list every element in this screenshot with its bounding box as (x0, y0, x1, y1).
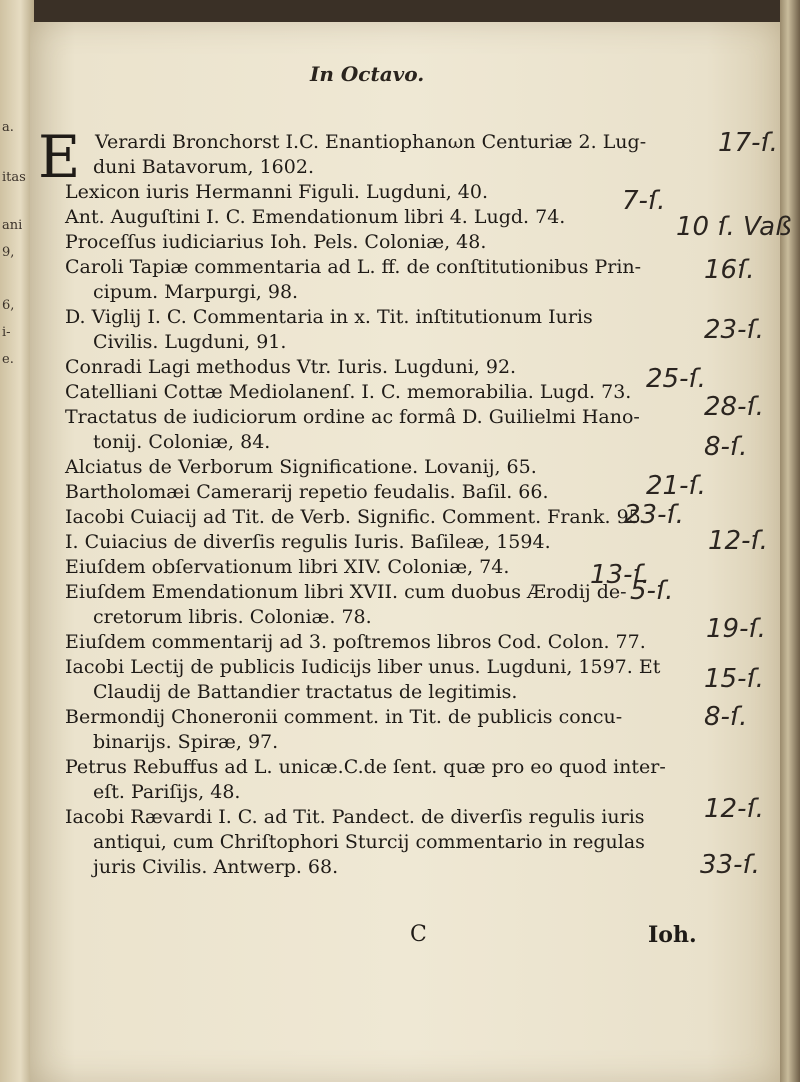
entry-continuation: juris Civilis. Antwerp. 68. (93, 856, 339, 878)
left-page-edge (0, 0, 34, 1082)
catalog-entry (65, 630, 705, 655)
handwritten-price: 12-ſ. (708, 526, 768, 556)
catalog-entry (65, 505, 705, 530)
left-margin-fragment: itas (2, 170, 26, 185)
handwritten-price: 7-ſ. (622, 186, 666, 216)
catalog-entry (65, 255, 705, 305)
handwritten-price: 8-ſ. (704, 702, 748, 732)
catalog-entry (65, 705, 705, 755)
left-margin-fragment: a. (2, 120, 14, 135)
catalog-entry (65, 380, 705, 405)
left-margin-fragment: ani (2, 218, 23, 233)
entry-continuation: tonij. Coloniæ, 84. (93, 431, 271, 453)
entry-line: Iacobi Lectij de publicis Iudicijs liber unus. Lugduni, 1597. Et (65, 656, 661, 678)
entry-continuation: duni Batavorum, 1602. (93, 156, 314, 178)
entry-continuation: antiqui, cum Chriſtophori Sturcij commentario in regulas (93, 831, 645, 853)
entry-continuation: Claudij de Battandier tractatus de legitimis. (93, 681, 518, 703)
entry-continuation: cretorum libris. Coloniæ. 78. (93, 606, 372, 628)
handwritten-price: 8-ſ. (704, 432, 748, 462)
entry-line: Eiuſdem commentarij ad 3. poſtremos libros Cod. Colon. 77. (65, 631, 646, 653)
left-margin-fragment: 6, (2, 298, 15, 313)
catalog-entry (65, 405, 705, 455)
catalog-entry-list (65, 130, 705, 880)
entry-continuation: Civilis. Lugduni, 91. (93, 331, 287, 353)
left-margin-fragment: i- (2, 325, 11, 340)
catalog-entry (65, 755, 705, 805)
entry-line: Proceſſus iudiciarius Ioh. Pels. Coloniæ, 48. (65, 231, 487, 253)
entry-line: Bartholomæi Camerarij repetio feudalis. Baſil. 66. (65, 481, 549, 503)
entry-line: Tractatus de iudiciorum ordine ac formâ D. Guilielmi Hano- (65, 406, 640, 428)
entry-line: Iacobi Cuiacij ad Tit. de Verb. Signific. Comment. Frank. 95. (65, 506, 647, 528)
catalog-entry (65, 230, 705, 255)
entry-line: Petrus Rebuffus ad L. unicæ.C.de ſent. quæ pro eo quod inter- (65, 756, 666, 778)
entry-line: Conradi Lagi methodus Vtr. Iuris. Lugduni, 92. (65, 356, 517, 378)
handwritten-price: 13-ſ. (590, 560, 650, 590)
handwritten-price: 15-ſ. (704, 664, 764, 694)
catalog-entry (65, 455, 705, 480)
page-header: In Octavo. (310, 62, 425, 86)
entry-line: Eiuſdem obſervationum libri XIV. Coloniæ, 74. (65, 556, 510, 578)
handwritten-price: 23-ſ. (704, 315, 764, 345)
entry-line: Bermondij Choneronii comment. in Tit. de publicis concu- (65, 706, 623, 728)
catalog-entry (65, 480, 705, 505)
catalog-entry (65, 205, 705, 230)
catalog-entry (65, 655, 705, 705)
catalog-entry (65, 305, 705, 355)
handwritten-price: 16ſ. (704, 255, 755, 285)
catchword: Ioh. (648, 922, 697, 948)
catalog-entry (65, 805, 705, 880)
handwritten-price: 10 ſ. Vaß (676, 212, 792, 242)
signature-mark: C (410, 922, 427, 947)
handwritten-price: 12-ſ. (704, 794, 764, 824)
drop-capital: E (38, 123, 81, 191)
right-page-edge (780, 0, 800, 1082)
entry-line: Alciatus de Verborum Significatione. Lovanij, 65. (65, 456, 537, 478)
entry-line: Verardi Bronchorst I.C. Enantiophanωn Centuriæ 2. Lug- (95, 131, 647, 153)
handwritten-price: 19-ſ. (706, 614, 766, 644)
left-margin-fragment: 9, (2, 245, 15, 260)
handwritten-price: 28-ſ. (704, 392, 764, 422)
entry-line: Catelliani Cottæ Mediolanenſ. I. C. memorabilia. Lugd. 73. (65, 381, 632, 403)
entry-line: Caroli Tapiæ commentaria ad L. ff. de conſtitutionibus Prin- (65, 256, 642, 278)
entry-line: I. Cuiacius de diverſis regulis Iuris. Baſileæ, 1594. (65, 531, 551, 553)
catalog-entry (65, 180, 705, 205)
handwritten-price: 21-ſ. (646, 471, 706, 501)
catalog-entry (65, 355, 705, 380)
entry-continuation: eſt. Pariſijs, 48. (93, 781, 241, 803)
catalog-entry (65, 530, 705, 555)
entry-line: Eiuſdem Emendationum libri XVII. cum duobus Ærodij de- (65, 581, 627, 603)
entry-continuation: binarijs. Spiræ, 97. (93, 731, 279, 753)
entry-line: Lexicon iuris Hermanni Figuli. Lugduni, 40. (65, 181, 489, 203)
catalog-entry (65, 130, 705, 180)
handwritten-price: 5-ſ. (630, 576, 674, 606)
handwritten-price: 17-ſ. (718, 128, 778, 158)
handwritten-price: 33-ſ. (700, 850, 760, 880)
entry-line: Ant. Auguſtini I. C. Emendationum libri 4. Lugd. 74. (65, 206, 566, 228)
handwritten-price: 25-ſ. (646, 364, 706, 394)
entry-continuation: cipum. Marpurgi, 98. (93, 281, 299, 303)
left-margin-fragment: e. (2, 352, 14, 367)
entry-line: D. Viglij I. C. Commentaria in x. Tit. inſtitutionum Iuris (65, 306, 593, 328)
handwritten-price: 23-ſ. (624, 500, 684, 530)
entry-line: Iacobi Rævardi I. C. ad Tit. Pandect. de diverſis regulis iuris (65, 806, 645, 828)
